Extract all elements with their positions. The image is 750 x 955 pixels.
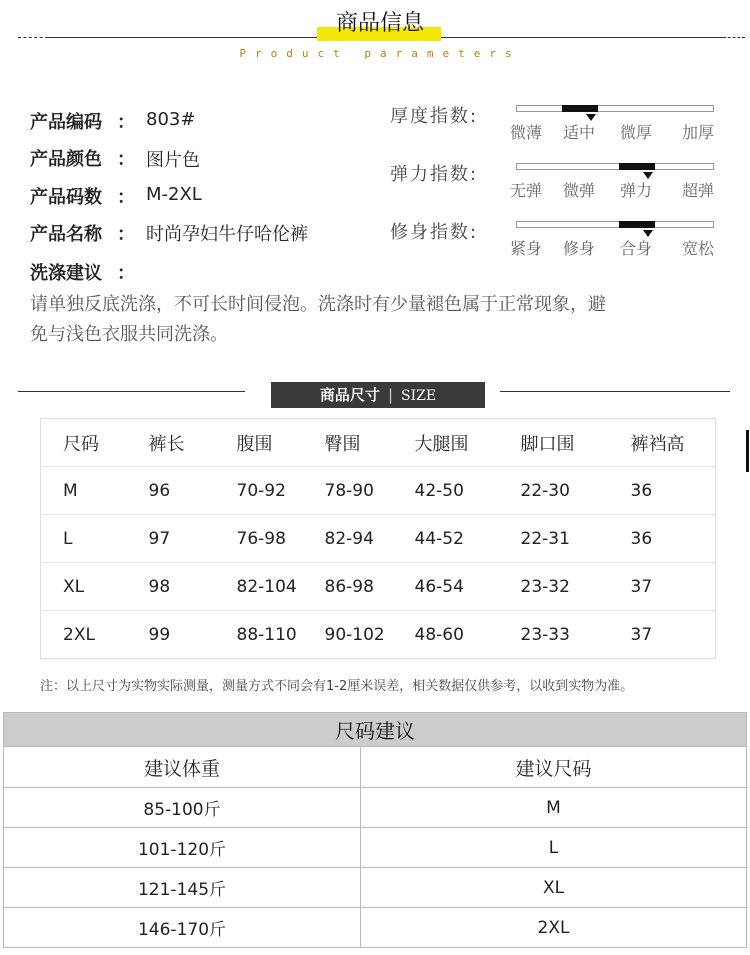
index-level-fill <box>562 105 598 112</box>
suggestion-weight-header: 建议体重 <box>4 747 361 788</box>
table-cell: 90-102 <box>324 624 385 645</box>
index-track <box>516 105 714 112</box>
table-cell: 36 <box>631 515 716 563</box>
index-option: 修身 <box>562 239 595 258</box>
size-column-header: 脚口围 <box>521 419 631 467</box>
size-column-header: 裤长 <box>149 419 237 467</box>
suggestion-title: 尺码建议 <box>4 713 747 747</box>
table-row <box>41 611 716 659</box>
table-cell: 37 <box>630 624 653 645</box>
table-cell: 23-33 <box>520 624 570 645</box>
table-cell: 37 <box>631 563 716 611</box>
table-cell: 82-104 <box>237 563 325 611</box>
product-color-label: 产品颜色 <box>30 149 102 170</box>
size-section-divider: | <box>387 386 393 404</box>
index-option: 加厚 <box>681 123 714 142</box>
index-option: 微薄 <box>509 123 542 142</box>
size-column-header: 大腿围 <box>415 419 521 467</box>
table-row <box>4 908 747 948</box>
size-suggestion-table <box>3 712 747 948</box>
table-cell: 44-52 <box>415 515 521 563</box>
index-label: 修身指数: <box>390 222 479 243</box>
table-row <box>4 868 747 908</box>
table-cell: M <box>41 467 149 515</box>
table-cell: 42-50 <box>415 467 521 515</box>
suggested-weight-cell: 101-120斤 <box>4 828 361 868</box>
product-code-label: 产品编码 <box>30 112 102 133</box>
table-cell: 86-98 <box>325 563 415 611</box>
index-option: 宽松 <box>681 239 714 258</box>
wash-label: 洗涤建议 <box>30 263 102 284</box>
size-section-right-line <box>500 391 730 392</box>
header-left-dash <box>18 37 48 38</box>
index-option: 适中 <box>562 123 595 142</box>
size-table <box>40 418 716 659</box>
suggested-weight-cell: 146-170斤 <box>4 908 361 948</box>
header-left-line <box>48 37 318 38</box>
index-option: 紧身 <box>509 239 542 258</box>
index-option: 微厚 <box>619 123 652 142</box>
table-cell: 97 <box>149 515 237 563</box>
size-section-banner <box>271 382 485 408</box>
wash-note: 请单独反底洗涤，不可长时间侵泡。洗涤时有少量褪色属于正常现象，避免与浅色衣服共同洗涤。 <box>30 294 606 345</box>
table-row <box>41 467 716 515</box>
index-option: 无弹 <box>509 181 542 200</box>
index-level-fill <box>619 221 655 228</box>
page-title: 商品信息 <box>335 11 424 36</box>
product-name-value: 时尚孕妇牛仔哈伦裤 <box>146 224 308 245</box>
index-label: 厚度指数: <box>390 106 479 127</box>
index-option: 超弹 <box>681 181 714 200</box>
size-column-header: 尺码 <box>41 419 149 467</box>
index-track <box>516 221 714 228</box>
table-cell: 22-31 <box>521 515 631 563</box>
product-color-colon: ： <box>117 149 135 170</box>
suggestion-size-header: 建议尺码 <box>361 747 747 788</box>
table-row <box>4 828 747 868</box>
measurement-note: 注：以上尺寸为实物实际测量，测量方式不同会有1-2厘米误差，相关数据仅供参考，以收到实物为准。 <box>40 679 634 694</box>
wash-colon: ： <box>117 263 135 284</box>
suggested-weight-cell: 121-145斤 <box>4 868 361 908</box>
page-subtitle: Product parameters <box>239 47 521 60</box>
size-column-header: 裤裆高 <box>631 419 716 467</box>
table-cell: 46-54 <box>415 563 521 611</box>
suggested-size-cell: M <box>361 788 747 828</box>
table-cell: XL <box>41 563 149 611</box>
size-section-title-en: SIZE <box>401 388 437 404</box>
table-cell: 2XL <box>63 624 95 645</box>
edge-marker <box>746 430 749 472</box>
table-cell: 78-90 <box>325 467 415 515</box>
suggested-size-cell: 2XL <box>361 908 747 948</box>
index-option: 合身 <box>619 239 652 258</box>
header-right-dash <box>723 37 745 38</box>
table-cell: 96 <box>149 467 237 515</box>
table-cell: 48-60 <box>414 624 464 645</box>
index-option: 微弹 <box>562 181 595 200</box>
product-size-colon: ： <box>117 187 135 208</box>
size-column-header: 臀围 <box>325 419 415 467</box>
table-cell: 88-110 <box>236 624 297 645</box>
suggested-size-cell: L <box>361 828 747 868</box>
suggested-weight-cell: 85-100斤 <box>4 788 361 828</box>
size-section-left-line <box>18 391 245 392</box>
table-cell: 36 <box>631 467 716 515</box>
header-right-line <box>441 37 723 38</box>
product-code-colon: ： <box>117 112 135 133</box>
size-table-header <box>41 419 716 467</box>
product-name-label: 产品名称 <box>30 224 102 245</box>
suggested-size-cell: XL <box>361 868 747 908</box>
size-section-title: 商品尺寸 <box>319 386 380 404</box>
product-size-label: 产品码数 <box>30 187 102 208</box>
table-cell: 76-98 <box>237 515 325 563</box>
table-cell: 99 <box>148 624 171 645</box>
table-row <box>4 788 747 828</box>
table-cell: 82-94 <box>325 515 415 563</box>
table-row <box>41 515 716 563</box>
table-cell: 23-32 <box>521 563 631 611</box>
table-row <box>41 563 716 611</box>
index-track <box>516 163 714 170</box>
table-cell: 70-92 <box>237 467 325 515</box>
table-cell: L <box>41 515 149 563</box>
product-name-colon: ： <box>117 224 135 245</box>
product-color-value: 图片色 <box>146 150 200 171</box>
product-size-value: M-2XL <box>146 184 202 205</box>
size-column-header: 腹围 <box>237 419 325 467</box>
table-cell: 22-30 <box>521 467 631 515</box>
index-label: 弹力指数: <box>390 164 479 185</box>
index-option: 弹力 <box>619 181 652 200</box>
product-code-value: 803# <box>146 109 196 130</box>
index-level-fill <box>619 163 655 170</box>
table-cell: 98 <box>149 563 237 611</box>
